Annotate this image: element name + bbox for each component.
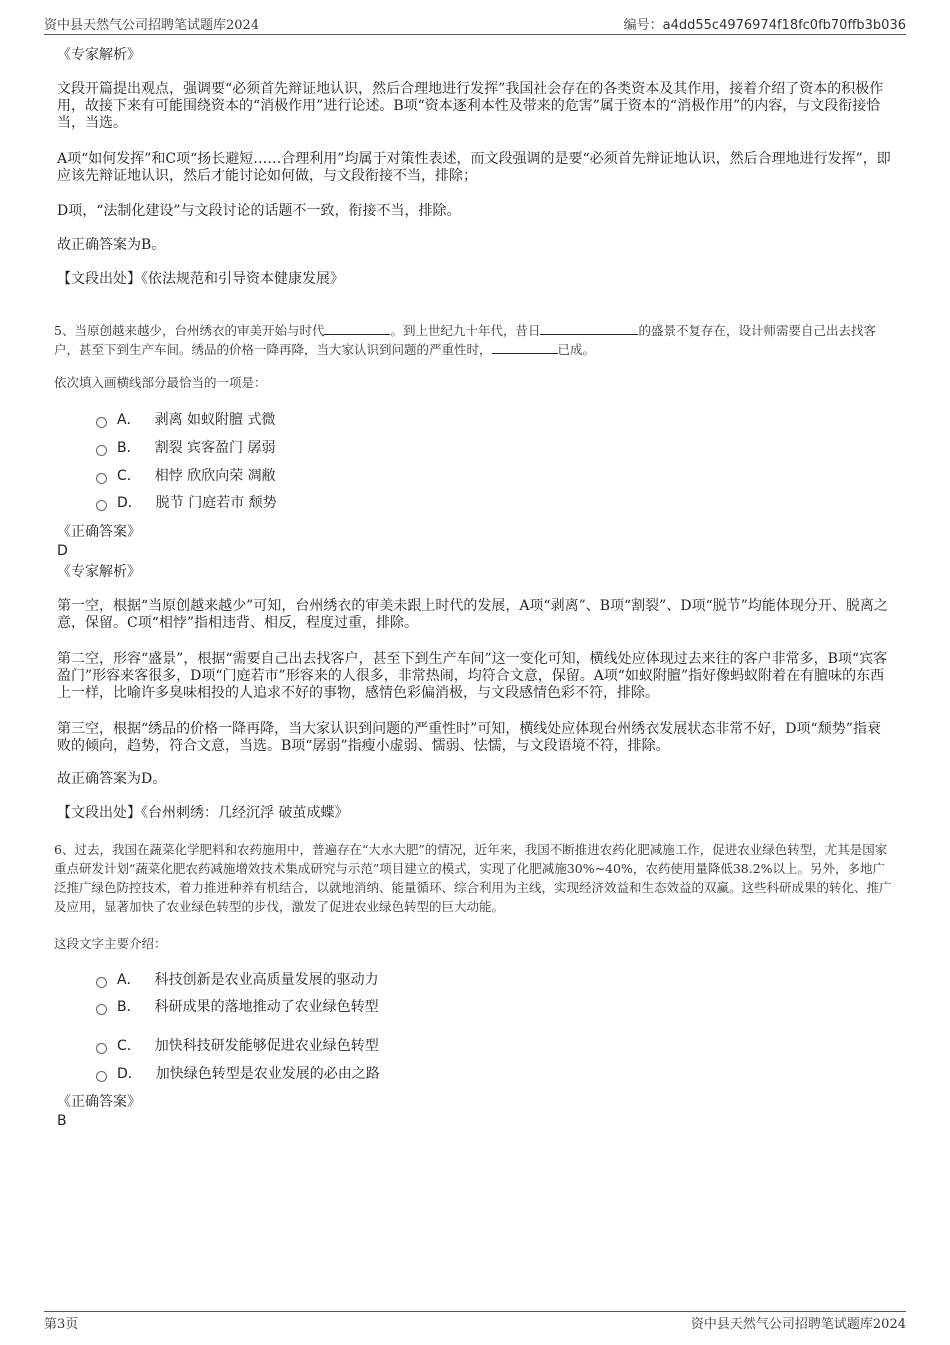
q5-stem — [54, 321, 894, 359]
q5-analysis-p3: 第三空，根据“绣品的价格一降再降，当大家认识到问题的严重性时”可知，横线处应体现台州绣衣发展状态非常不好，D项“颓势”指衰败的倾向，趋势，符合文意，当选。B项“孱弱”指瘦小虚弱、懦弱、怯懦，与文段语境不符，排除。 — [57, 721, 881, 754]
q6-option-d[interactable]: D． 加快绿色转型是农业发展的必由之路 — [96, 1063, 380, 1083]
q4-analysis-p2: A项“如何发挥”和C项“扬长避短……合理利用”均属于对策性表述，而文段强调的是要“必须首先辩证地认识，然后合理地进行发挥”，即应该先辩证地认识，然后才能讨论如何做，与文段衔接不当，排除； — [57, 151, 891, 184]
q5-blank-2 — [540, 322, 638, 335]
q6-stem: 6、过去，我国在蔬菜化学肥料和农药施用中，普遍存在“大水大肥”的情况，近年来，我国不断推进农药化肥减施工作，促进农业绿色转型，尤其是国家重点研发计划“蔬菜化肥农药减施增效技术集成研究与示范”项目建立的模式，实现了化肥减施30%~40%，农药使用量降低38.2%以上。另外，多地广泛推广绿色防控技术，着力推进种养有机结合，以就地消纳、能量循环、综合利用为主线，实现经济效益和生态效益的双赢。这些科研成果的转化、推广及应用，显著加快了农业绿色转型的步伐，激发了促进农业绿色转型的巨大动能。 — [54, 842, 892, 914]
q4-analysis-p1: 文段开篇提出观点，强调要“必须首先辩证地认识，然后合理地进行发挥”我国社会存在的各类资本及其作用，接着介绍了资本的积极作用，故接下来有可能围绕资本的“消极作用”进行论述。B项“资本逐利本性及带来的危害”属于资本的“消极作用”的内容，与文段衔接恰当，当选。 — [57, 81, 884, 131]
footer-title: 资中县天然气公司招聘笔试题库2024 — [690, 1317, 906, 1332]
radio-icon[interactable] — [96, 473, 107, 484]
q6-answer: B — [57, 1113, 67, 1129]
q5-option-b[interactable]: B． 割裂 宾客盈门 孱弱 — [96, 437, 276, 457]
radio-icon[interactable] — [96, 977, 107, 988]
page-number: 第3页 — [44, 1317, 79, 1332]
q5-stem-part-3: 的盛景不复存在，设计师需要自己出去找客户，甚至下到生产车间。绣品的价格一降再降，当大家认识到问题的严重性时， — [54, 323, 876, 357]
q5-option-d-text: 脱节 门庭若市 颓势 — [155, 495, 277, 511]
q6-option-d-text: 加快绿色转型是农业发展的必由之路 — [155, 1066, 380, 1082]
q5-analysis-p1: 第一空，根据“当原创越来越少”可知，台州绣衣的审美未跟上时代的发展，A项“剥离”、B项“割裂”、D项“脱节”均能体现分开、脱离之意，保留。C项“相悖”指相违背、相反，程度过重，排除。 — [57, 598, 888, 631]
q4-source: 【文段出处】《依法规范和引导资本健康发展》 — [57, 271, 344, 287]
q6-option-c-text: 加快科技研发能够促进农业绿色转型 — [154, 1038, 379, 1054]
q5-prompt: 依次填入画横线部分最恰当的一项是： — [54, 375, 267, 390]
q5-option-d[interactable]: D． 脱节 门庭若市 颓势 — [96, 492, 277, 512]
q5-stem-part-1: 5、当原创越来越少，台州绣衣的审美开始与时代 — [54, 323, 325, 338]
q5-answer-title: 《正确答案》 — [57, 524, 141, 540]
q5-option-c-text: 相悖 欣欣向荣 凋敝 — [154, 468, 276, 484]
q5-blank-1 — [324, 322, 390, 335]
q6-answer-title: 《正确答案》 — [57, 1094, 141, 1110]
header-divider — [44, 34, 906, 35]
q5-analysis-conclusion: 故正确答案为D。 — [57, 771, 167, 787]
radio-icon[interactable] — [96, 1071, 107, 1082]
header-doc-number: 编号：a4dd55c4976974f18fc0fb70ffb3b036 — [623, 18, 906, 33]
q6-option-b[interactable]: B． 科研成果的落地推动了农业绿色转型 — [96, 996, 379, 1016]
q6-option-a[interactable]: A． 科技创新是农业高质量发展的驱动力 — [96, 969, 379, 989]
q5-answer: D — [57, 543, 68, 559]
q5-stem-part-4: 已成。 — [557, 342, 596, 357]
page-header — [44, 14, 906, 36]
q5-option-b-text: 割裂 宾客盈门 孱弱 — [154, 440, 276, 456]
q6-option-a-text: 科技创新是农业高质量发展的驱动力 — [154, 972, 379, 988]
q4-analysis-title: 《专家解析》 — [57, 47, 141, 63]
q6-option-b-text: 科研成果的落地推动了农业绿色转型 — [154, 999, 379, 1015]
header-title: 资中县天然气公司招聘笔试题库2024 — [44, 18, 260, 33]
q5-option-a[interactable]: A． 剥离 如蚁附膻 式微 — [96, 409, 275, 429]
q5-analysis-p2: 第二空，形容“盛景”，根据“需要自己出去找客户，甚至下到生产车间”这一变化可知，横线处应体现过去来往的客户非常多，B项“宾客盈门”形容来客很多，D项“门庭若市”形容来的人很多，非常热闹，均符合文意，保留。A项“如蚁附膻”指好像蚂蚁附着在有膻味的东西上一样，比喻许多臭味相投的人追求不好的事物，感情色彩偏消极，与文段感情色彩不符，排除。 — [57, 651, 888, 701]
q5-option-a-text: 剥离 如蚁附膻 式微 — [154, 412, 276, 428]
radio-icon[interactable] — [96, 500, 107, 511]
q6-prompt: 这段文字主要介绍： — [54, 936, 167, 951]
q4-analysis-conclusion: 故正确答案为B。 — [57, 237, 166, 253]
q5-source: 【文段出处】《台州刺绣：几经沉浮 破茧成蝶》 — [57, 805, 349, 821]
q5-blank-3 — [492, 341, 558, 354]
q5-analysis-title: 《专家解析》 — [57, 564, 141, 580]
radio-icon[interactable] — [96, 417, 107, 428]
footer-divider — [44, 1311, 906, 1312]
radio-icon[interactable] — [96, 1043, 107, 1054]
q5-option-c[interactable]: C． 相悖 欣欣向荣 凋敝 — [96, 465, 276, 485]
q4-analysis-p3: D项，“法制化建设”与文段讨论的话题不一致，衔接不当，排除。 — [57, 203, 461, 219]
q5-stem-part-2: 。到上世纪九十年代，昔日 — [390, 323, 541, 338]
radio-icon[interactable] — [96, 445, 107, 456]
radio-icon[interactable] — [96, 1004, 107, 1015]
q6-option-c[interactable]: C． 加快科技研发能够促进农业绿色转型 — [96, 1035, 379, 1055]
